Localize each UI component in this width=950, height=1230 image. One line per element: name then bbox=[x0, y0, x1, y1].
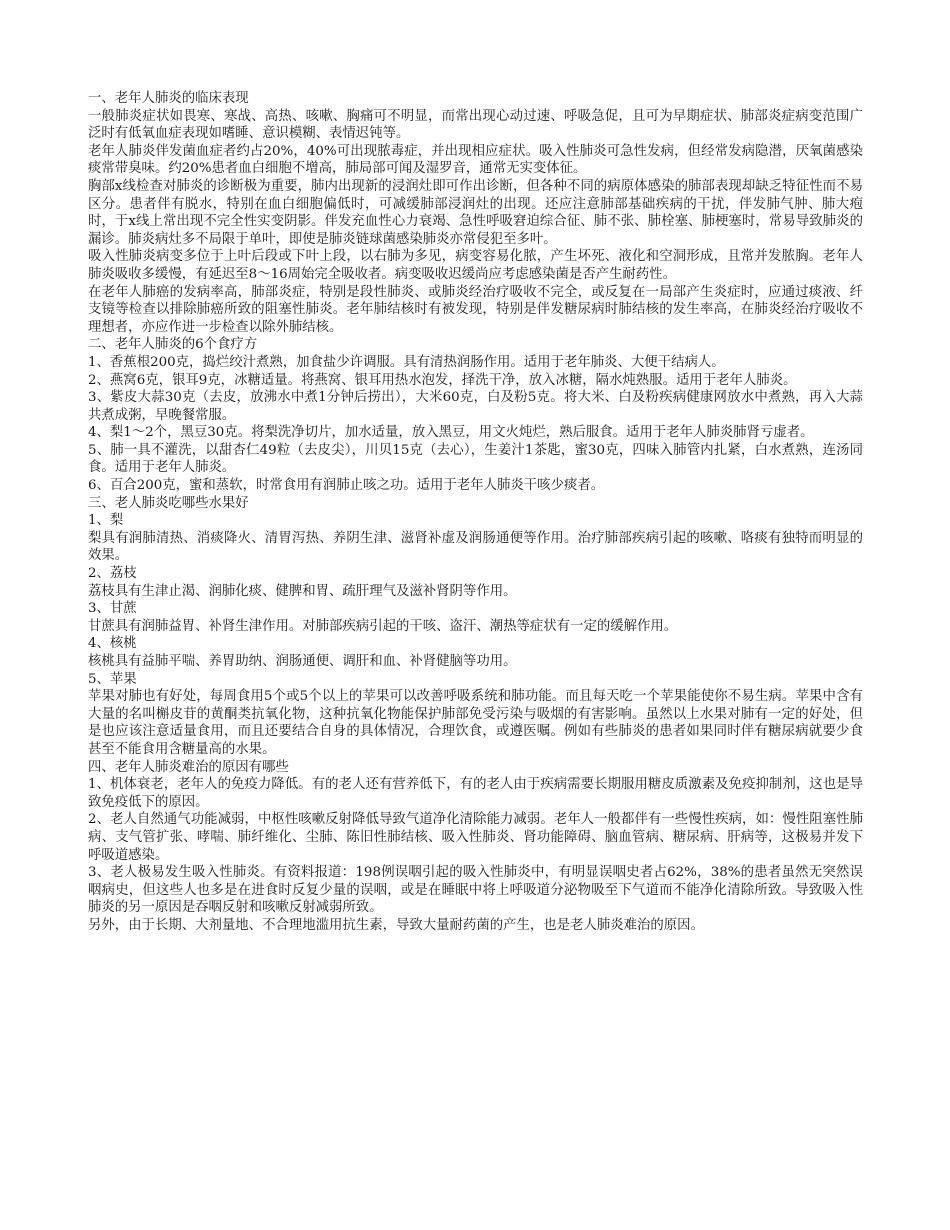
section-heading: 一、老年人肺炎的临床表现 bbox=[88, 91, 249, 106]
fruit-title: 5、苹果 bbox=[88, 671, 137, 687]
paragraph: 1、机体衰老，老年人的免疫力降低。有的老人还有营养低下，有的老人由于疾病需要长期服用糖皮质激素及免疫抑制剂，这也是导致免疫低下的原因。 bbox=[88, 777, 863, 810]
paragraph: 吸入性肺炎病变多位于上叶后段或下叶上段，以右肺为多见，病变容易化脓，产生坏死、液化和空洞形成，且常并发脓胸。老年人肺炎吸收多缓慢，有延迟至8～16周始完全吸收者。病变吸收迟缓尚应考虑感染菌是否产生耐药性。 bbox=[88, 249, 863, 282]
recipe-item: 5、肺一具不灌洗，以甜杏仁49粒（去皮尖），川贝15克（去心），生姜汁1茶匙，蜜30克，四味入肺管内扎紧，白水煮熟，连汤同食。适用于老年人肺炎。 bbox=[88, 442, 863, 476]
paragraph: 荔枝具有生津止渴、润肺化痰、健脾和胃、疏肝理气及滋补肾阴等作用。 bbox=[88, 583, 517, 599]
paragraph: 核桃具有益肺平喘、养胃助纳、润肠通便、调肝和血、补肾健脑等功用。 bbox=[88, 654, 517, 669]
section-heading: 四、老年人肺炎难治的原因有哪些 bbox=[88, 759, 289, 775]
fruit-title: 4、核桃 bbox=[88, 636, 137, 652]
fruit-title: 2、荔枝 bbox=[88, 566, 137, 582]
recipe-item: 1、香蕉根200克，捣烂绞汁煮熟，加食盐少许调服。具有清热润肠作用。适用于老年肺炎、大便干结病人。 bbox=[88, 354, 725, 370]
fruit-title: 3、甘蔗 bbox=[88, 601, 137, 617]
paragraph: 苹果对肺也有好处，每周食用5个或5个以上的苹果可以改善呼吸系统和肺功能。而且每天吃一个苹果能使你不易生病。苹果中含有大量的名叫槲皮苷的黄酮类抗氧化物，这种抗氧化物能保护肺部免受污染与吸烟的有害影响。虽然以上水果对肺有一定的好处，但是也应该注意适量食用，而且还要结合自身的具体情况，合理饮食，或遵医嘱。例如有些肺炎的患者如果同时伴有糖尿病就要少食甚至不能食用含糖量高的水果。 bbox=[88, 689, 863, 757]
paragraph: 3、老人极易发生吸入性肺炎。有资料报道：198例误咽引起的吸入性肺炎中，有明显误咽史者占62%，38%的患者虽然无突然误咽病史，但这些人也多是在进食时反复少量的误咽，或是在睡眠中将上呼吸道分泌物吸至下气道而不能净化清除所致。导致吸入性肺炎的另一原因是吞咽反射和咳嗽反射减弱所致。 bbox=[88, 865, 863, 916]
recipe-item: 6、百合200克，蜜和蒸软，时常食用有润肺止咳之功。适用于老年人肺炎干咳少痰者。 bbox=[88, 478, 605, 494]
recipe-item: 4、梨1～2个，黑豆30克。将梨洗净切片，加水适量，放入黑豆，用文火炖烂，熟后服食。适用于老年人肺炎肺肾亏虚者。 bbox=[88, 425, 814, 441]
recipe-item: 2、燕窝6克，银耳9克，冰糖适量。将燕窝、银耳用热水泡发，择洗干净，放入冰糖，隔水炖熟服。适用于老年人肺炎。 bbox=[88, 372, 797, 388]
paragraph: 甘蔗具有润肺益胃、补肾生津作用。对肺部疾病引起的干咳、盗汗、潮热等症状有一定的缓解作用。 bbox=[88, 618, 678, 634]
section-heading: 三、老人肺炎吃哪些水果好 bbox=[88, 495, 249, 511]
fruit-title: 1、梨 bbox=[88, 513, 124, 529]
paragraph: 另外，由于长期、大剂量地、不合理地滥用抗生素，导致大量耐药菌的产生，也是老人肺炎难治的原因。 bbox=[88, 917, 704, 933]
paragraph: 一般肺炎症状如畏寒、寒战、高热、咳嗽、胸痛可不明显，而常出现心动过速、呼吸急促，且可为早期症状、肺部炎症病变范围广泛时有低氧血症表现如嗜睡、意识模糊、表情迟钝等。 bbox=[88, 108, 863, 142]
paragraph: 老年人肺炎伴发菌血症者约占20%，40%可出现脓毒症，并出现相应症状。吸入性肺炎可急性发病，但经常发病隐潜，厌氧菌感染痰常带臭味。约20%患者血白细胞不增高，肺局部可闻及湿罗音，通常无实变体征。 bbox=[88, 143, 863, 177]
paragraph: 在老年人肺癌的发病率高，肺部炎症，特别是段性肺炎、或肺炎经治疗吸收不完全，或反复在一局部产生炎症时，应通过痰液、纤支镜等检查以排除肺癌所致的阻塞性肺炎。老年肺结核时有被发现，特别是伴发糖尿病时肺结核的发生率高，在肺炎经治疗吸收不理想者，亦应作进一步检查以除外肺结核。 bbox=[88, 284, 863, 335]
paragraph: 胸部x线检查对肺炎的诊断极为重要，肺内出现新的浸润灶即可作出诊断，但各种不同的病原体感染的肺部表现却缺乏特征性而不易区分。患者伴有脱水，特别在血白细胞偏低时，可减缓肺部浸润灶的出现。还应注意肺部基础疾病的干扰，伴发肺气肿、肺大疱时，于x线上常出现不完全性实变阴影。伴发充血性心力衰竭、急性呼吸窘迫综合征、肺不张、肺栓塞、肺梗塞时，常易导致肺炎的漏诊。肺炎病灶多不局限于单叶，即使是肺炎链球菌感染肺炎亦常侵犯至多叶。 bbox=[88, 178, 863, 247]
recipe-item: 3、紫皮大蒜30克（去皮，放沸水中煮1分钟后捞出），大米60克，白及粉5克。将大米、白及粉疾病健康网放水中煮熟，再入大蒜共煮成粥，早晚餐常服。 bbox=[88, 390, 863, 423]
section-heading: 二、老年人肺炎的6个食疗方 bbox=[88, 337, 258, 353]
document-body bbox=[88, 90, 863, 935]
paragraph: 2、老人自然通气功能减弱，中枢性咳嗽反射降低导致气道净化清除能力减弱。老年人一般都伴有一些慢性疾病，如：慢性阻塞性肺病、支气管扩张、哮喘、肺纤维化、尘肺、陈旧性肺结核、吸入性肺炎、肾功能障碍、脑血管病、糖尿病、肝病等，这极易并发下呼吸道感染。 bbox=[88, 812, 863, 863]
paragraph: 梨具有润肺清热、消痰降火、清胃泻热、养阴生津、滋肾补虚及润肠通便等作用。治疗肺部疾病引起的咳嗽、咯痰有独特而明显的效果。 bbox=[88, 530, 863, 564]
